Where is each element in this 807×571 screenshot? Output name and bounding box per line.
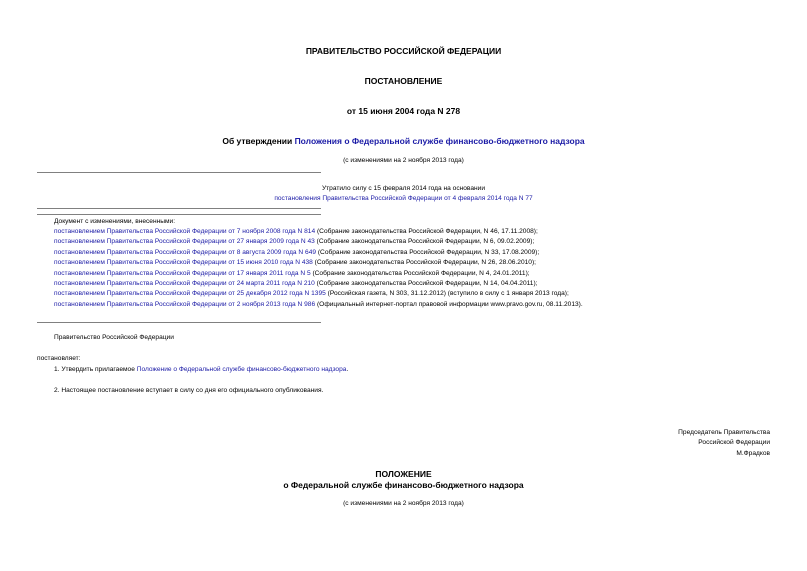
paragraph-1 [54, 365, 348, 375]
amendments-list [54, 227, 583, 310]
amendment-item [54, 279, 583, 289]
separator-rule [37, 208, 321, 209]
paragraph-1-prefix: 1. Утвердить прилагаемое [54, 366, 137, 373]
signature-block [678, 428, 770, 459]
government-line: Правительство Российской Федерации [54, 334, 174, 341]
amendments-intro: Документ с изменениями, внесенными: [54, 218, 176, 225]
amendment-source: (Собрание законодательства Российской Федерации, N 33, 17.08.2009); [316, 248, 540, 256]
amendment-item [54, 300, 583, 310]
decrees-line: постановляет: [37, 355, 81, 362]
expired-notice: Утратило силу с 15 февраля 2014 года на основании [321, 185, 486, 192]
signature-name: М.Фрадков [736, 449, 770, 457]
separator-rule [37, 172, 321, 173]
document-title [0, 136, 807, 146]
amendment-item [54, 258, 583, 268]
amendment-link[interactable]: постановлением Правительства Российской Федерации от 25 декабря 2012 года N 1395 [54, 290, 326, 298]
amendment-link[interactable]: постановлением Правительства Российской Федерации от 15 июня 2010 года N 438 [54, 259, 313, 267]
amendment-link[interactable]: постановлением Правительства Российской Федерации от 8 августа 2009 года N 649 [54, 248, 317, 256]
paragraph-2: 2. Настоящее постановление вступает в силу со дня его официального опубликования. [54, 387, 324, 394]
amendment-source: (Собрание законодательства Российской Федерации, N 4, 24.01.2011); [310, 269, 530, 277]
amendment-item [54, 269, 583, 279]
amended-note: (с изменениями на 2 ноября 2013 года) [343, 157, 464, 164]
date-number-heading: от 15 июня 2004 года N 278 [346, 106, 461, 116]
regulation-title-link[interactable]: Положения о Федеральной службе финансово-бюджетного надзора [294, 136, 585, 146]
amendment-source: (Собрание законодательства Российской Федерации, N 46, 17.11.2008); [315, 228, 538, 235]
amendment-source: (Официальный интернет-портал правовой информации www.pravo.gov.ru, 08.11.2013). [315, 300, 583, 308]
separator-rule [37, 322, 321, 323]
document-type-heading: ПОСТАНОВЛЕНИЕ [364, 76, 443, 86]
amendment-link[interactable]: постановлением Правительства Российской Федерации от 27 января 2009 года N 43 [54, 238, 315, 246]
amendment-link[interactable]: постановлением Правительства Российской Федерации от 17 января 2011 года N 5 [54, 269, 311, 277]
regulation-heading: ПОЛОЖЕНИЕ [375, 469, 432, 479]
amendment-source: (Российская газета, N 303, 31.12.2012) (вступило в силу с 1 января 2013 года); [325, 290, 569, 298]
separator-rule [37, 214, 321, 215]
signature-org: Российской Федерации [698, 439, 770, 447]
signature-title: Председатель Правительства [678, 429, 770, 436]
government-heading: ПРАВИТЕЛЬСТВО РОССИЙСКОЙ ФЕДЕРАЦИИ [305, 46, 502, 56]
amendment-item [54, 237, 583, 247]
expired-notice-link-line [0, 194, 807, 204]
amendment-link[interactable]: постановлением Правительства Российской Федерации от 2 ноября 2013 года N 986 [54, 300, 316, 308]
amendment-item [54, 248, 583, 258]
amendment-link[interactable]: постановлением Правительства Российской Федерации от 24 марта 2011 года N 210 [54, 280, 315, 288]
title-prefix: Об утверждении [222, 136, 295, 146]
amendment-item [54, 227, 583, 237]
regulation-amended-note: (с изменениями на 2 ноября 2013 года) [343, 500, 464, 507]
amendment-item [54, 289, 583, 299]
amendment-source: (Собрание законодательства Российской Федерации, N 26, 28.06.2010); [312, 259, 536, 267]
paragraph-1-suffix: . [346, 366, 349, 373]
amendment-source: (Собрание законодательства Российской Федерации, N 14, 04.04.2011); [314, 280, 538, 288]
regulation-link[interactable]: Положение о Федеральной службе финансово-бюджетного надзора [136, 366, 347, 373]
expired-decree-link[interactable]: постановления Правительства Российской Федерации от 4 февраля 2014 года N 77 [274, 195, 533, 202]
regulation-subheading: о Федеральной службе финансово-бюджетного надзора [283, 480, 524, 490]
amendment-source: (Собрание законодательства Российской Федерации, N 6, 09.02.2009); [314, 238, 535, 246]
amendment-link[interactable]: постановлением Правительства Российской Федерации от 7 ноября 2008 года N 814 [54, 228, 316, 235]
